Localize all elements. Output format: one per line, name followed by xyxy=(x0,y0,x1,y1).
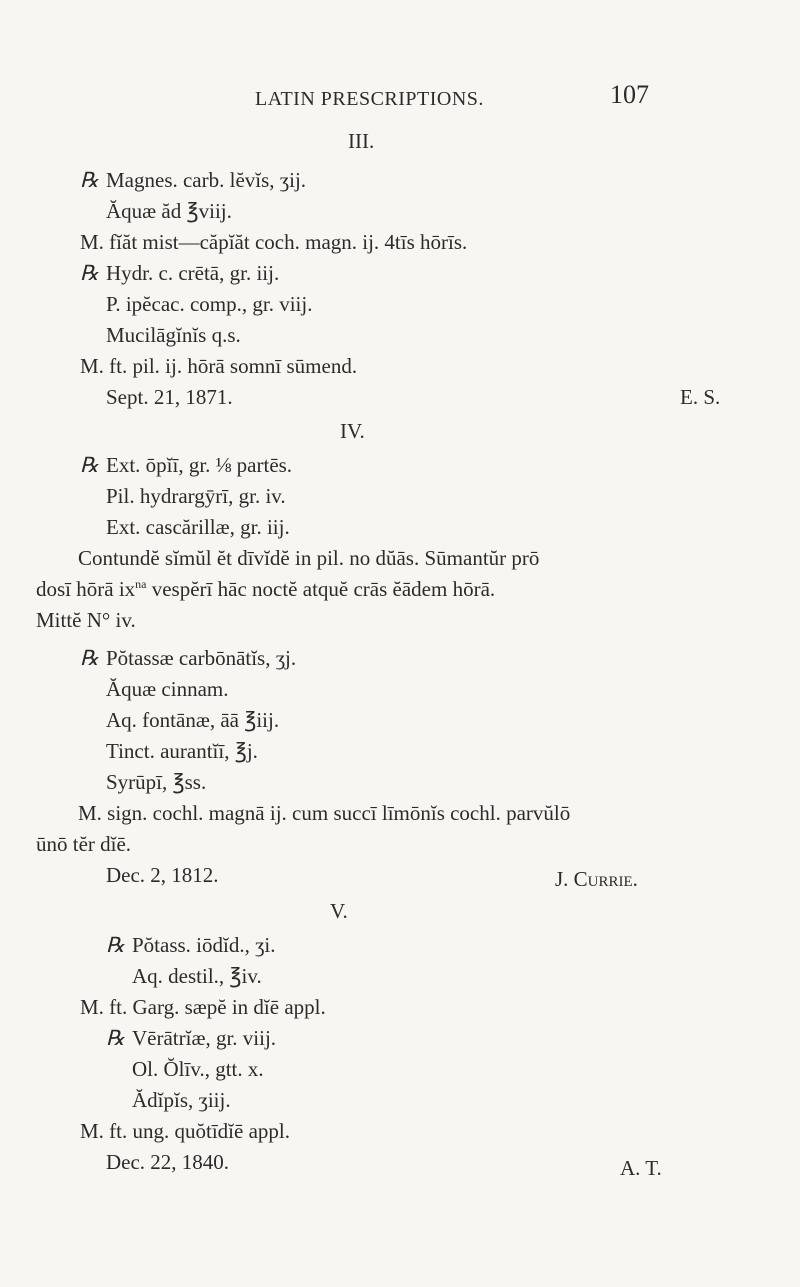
prescription-line: Mucilāgĭnĭs q.s. xyxy=(106,323,241,347)
prescription-line: Ol. Ŏlīv., gtt. x. xyxy=(132,1057,264,1081)
directions-line: ūnō tĕr dĭē. xyxy=(36,832,132,856)
directions-line: M. fĭăt mist—căpĭăt coch. magn. ij. 4tīs hōrīs. xyxy=(80,230,468,254)
directions-line: M. ft. pil. ij. hōrā somnī sūmend. xyxy=(80,354,358,378)
directions-line: M. ft. Garg. sæpĕ in dĭē appl. xyxy=(80,995,326,1019)
prescription-line: Ext. cascărillæ, gr. iij. xyxy=(106,515,290,539)
date-line: Dec. 2, 1812. xyxy=(106,863,219,887)
prescription-line: Pil. hydrargȳrī, gr. iv. xyxy=(106,484,286,508)
prescription-line: Tinct. aurantĭī, ℥j. xyxy=(106,739,258,763)
section-numeral-iii: III. xyxy=(348,129,375,153)
directions-line: Contundĕ sĭmŭl ĕt dīvĭdĕ in pil. no dŭās. Sūmantŭr prō xyxy=(78,546,540,570)
rx-symbol: ℞ xyxy=(106,933,125,957)
prescription-line: Ăquæ cinnam. xyxy=(106,677,229,701)
section-numeral-v: V. xyxy=(330,899,348,923)
directions-line: M. sign. cochl. magnā ij. cum succī līmōnĭs cochl. parvŭlō xyxy=(78,801,571,825)
rx-symbol: ℞ xyxy=(80,168,99,192)
rx-symbol: ℞ xyxy=(80,453,99,477)
date-line: Sept. 21, 1871. xyxy=(106,385,233,409)
prescription-line: ℞ Pŏtass. iōdĭd., ʒi. xyxy=(106,933,276,957)
prescription-line: Aq. fontānæ, āā ℥iij. xyxy=(106,708,280,732)
rx-symbol: ℞ xyxy=(80,261,99,285)
prescription-line: Ădĭpĭs, ʒiij. xyxy=(132,1088,231,1112)
rx-symbol: ℞ xyxy=(80,646,99,670)
prescription-line: Aq. destil., ℥iv. xyxy=(132,964,262,988)
prescription-line: Syrūpī, ℥ss. xyxy=(106,770,207,794)
signature: J. Currie. xyxy=(555,867,638,891)
rx-symbol: ℞ xyxy=(106,1026,125,1050)
running-title: LATIN PRESCRIPTIONS. xyxy=(255,88,484,110)
signature: E. S. xyxy=(680,385,721,409)
date-line: Dec. 22, 1840. xyxy=(106,1150,230,1174)
signature: A. T. xyxy=(620,1156,662,1180)
page-number: 107 xyxy=(610,80,649,109)
prescription-line: ℞ Hydr. c. crētā, gr. iij. xyxy=(80,261,280,285)
prescription-line: ℞ Ext. ōpĭī, gr. ⅛ partēs. xyxy=(80,453,293,477)
prescription-line: Ăquæ ăd ℥viij. xyxy=(106,199,232,223)
prescription-line: ℞ Vērātrĭæ, gr. viij. xyxy=(106,1026,277,1050)
prescription-line: ℞ Pŏtassæ carbōnātĭs, ʒj. xyxy=(80,646,297,670)
directions-line: M. ft. ung. quŏtīdĭē appl. xyxy=(80,1119,290,1143)
prescription-line: ℞ Magnes. carb. lĕvĭs, ʒij. xyxy=(80,168,307,192)
prescription-line: P. ipĕcac. comp., gr. viij. xyxy=(106,292,313,316)
section-numeral-iv: IV. xyxy=(340,419,365,443)
directions-line: dosī hōrā $ix^{na}$ vespĕrī hāc noctĕ atquĕ crās ĕādem hōrā. xyxy=(36,577,496,601)
directions-line: Mittĕ N° iv. xyxy=(36,608,136,632)
